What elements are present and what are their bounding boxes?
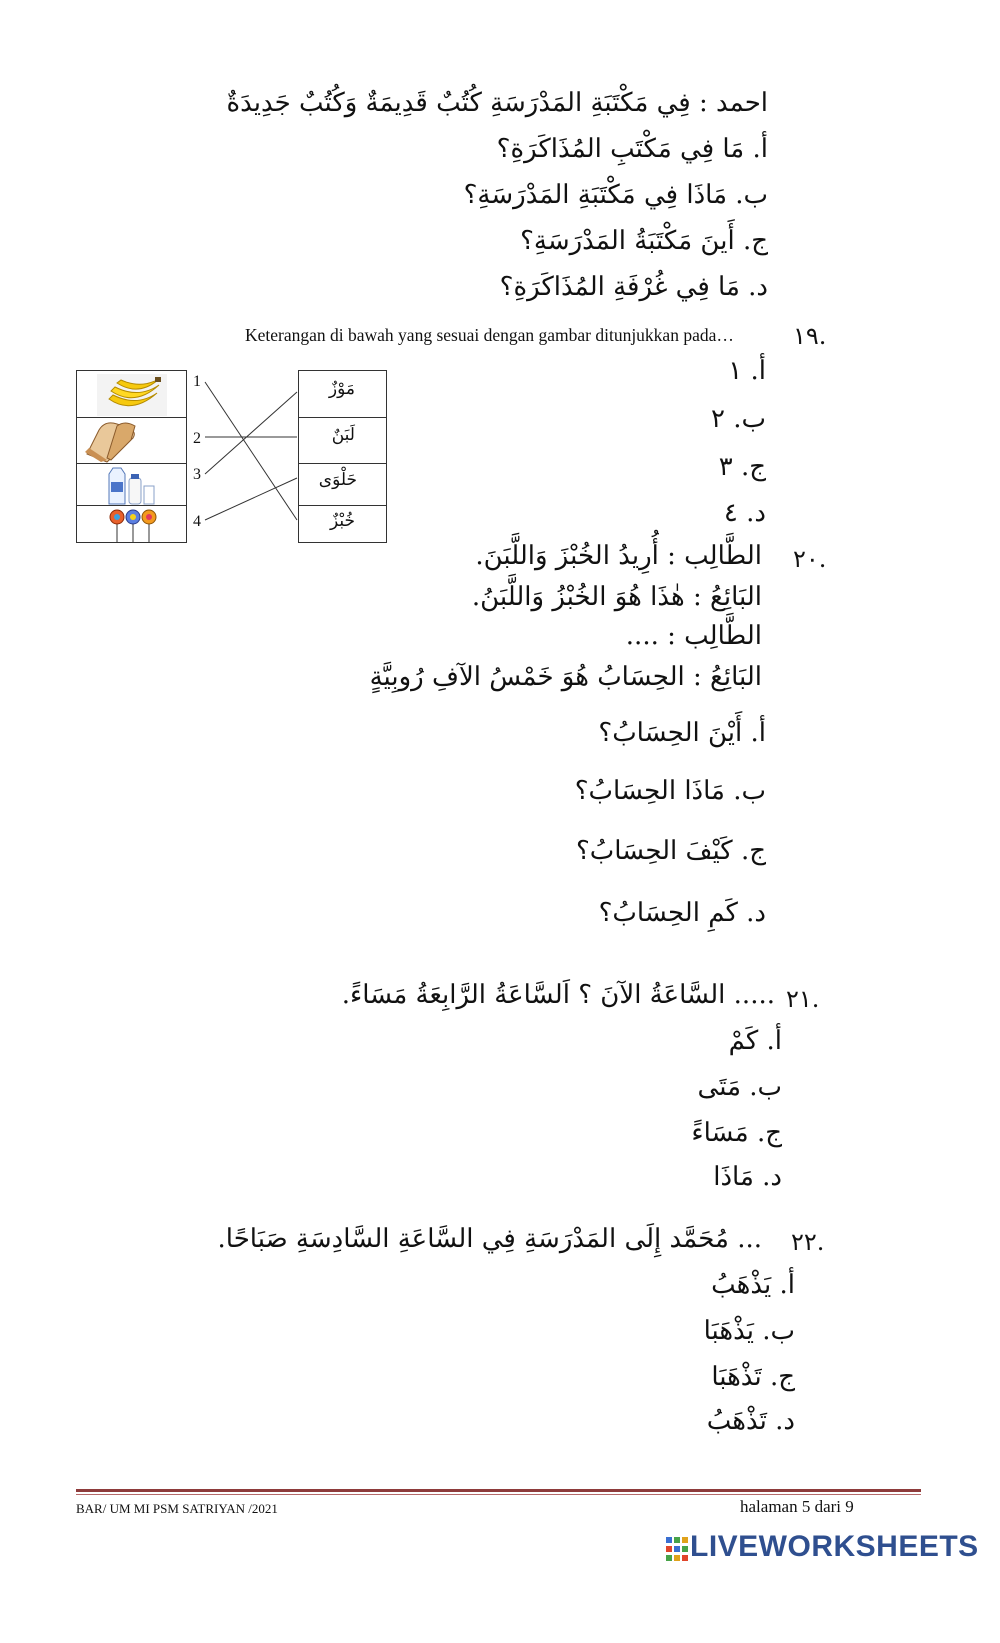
q20-option-a: أ. أَيْنَ الحِسَابُ؟: [598, 718, 766, 748]
q19-option-a: أ. ١: [728, 356, 766, 386]
word-candy: حَلْوَى: [318, 470, 357, 490]
q22-number: .٢٢: [791, 1228, 825, 1256]
q18-option-d: د. مَا فِي غُرْفَةِ المُذَاكَرَةِ؟: [499, 272, 768, 302]
q20-dialogue-1: الطَّالِب : أُرِيدُ الخُبْزَ وَاللَّبَنَ.: [475, 541, 762, 571]
q20-number: .٢٠: [793, 545, 827, 573]
q19-option-b: ب. ٢: [711, 404, 766, 434]
q18-option-a: أ. مَا فِي مَكْتَبِ المُذَاكَرَةِ؟: [496, 134, 768, 164]
q20-option-c: ج. كَيْفَ الحِسَابُ؟: [575, 836, 766, 866]
q18-option-b: ب. مَاذَا فِي مَكْتَبَةِ المَدْرَسَةِ؟: [463, 180, 768, 210]
q20-option-b: ب. مَاذَا الحِسَابُ؟: [574, 776, 766, 806]
row-number-4: 4: [193, 513, 201, 530]
q19-question: Keterangan di bawah yang sesuai dengan gambar ditunjukkan pada…: [245, 325, 734, 345]
q21-number: .٢١: [786, 985, 820, 1013]
footer-right: halaman 5 dari 9: [740, 1497, 854, 1516]
q21-option-b: ب. مَتَى: [697, 1072, 782, 1102]
q20-option-d: د. كَمِ الحِسَابُ؟: [598, 898, 766, 928]
q21-question: ..... السَّاعَةُ الآنَ ؟ اَلسَّاعَةُ الرَّابِعَةُ مَسَاءً.: [341, 980, 775, 1010]
q20-dialogue-4: البَائِعُ : الحِسَابُ هُوَ خَمْسُ الآفِ رُوبِيَّةٍ: [369, 662, 762, 692]
q21-option-a: أ. كَمْ: [728, 1026, 782, 1056]
q18-speaker-line: احمد : فِي مَكْتَبَةِ المَدْرَسَةِ كُتُبٌ قَدِيمَةٌ وَكُتُبٌ جَدِيدَةٌ: [226, 88, 768, 118]
footer-divider-thin: [76, 1494, 921, 1495]
liveworksheets-logo-icon: [666, 1537, 688, 1561]
q22-option-d: د. تَذْهَبُ: [706, 1406, 795, 1436]
q19-option-c: ج. ٣: [718, 452, 766, 482]
q20-dialogue-2: البَائِعُ : هٰذَا هُوَ الخُبْزُ وَاللَّبَنُ.: [471, 582, 762, 612]
q22-option-c: ج. تَذْهَبَا: [711, 1362, 795, 1392]
word-bread: خُبْزٌ: [329, 511, 355, 531]
q19-option-d: د. ٤: [723, 498, 766, 528]
row-number-3: 3: [193, 466, 201, 483]
q22-option-b: ب. يَذْهَبَا: [703, 1316, 795, 1346]
q22-option-a: أ. يَذْهَبُ: [711, 1270, 795, 1300]
q20-dialogue-3: الطَّالِب : ....: [625, 621, 762, 651]
brand-name[interactable]: LIVEWORKSHEETS: [690, 1530, 979, 1563]
row-number-1: 1: [193, 373, 201, 390]
word-milk: لَبَنٌ: [331, 425, 355, 445]
q21-option-d: د. مَاذَا: [713, 1162, 782, 1192]
q19-number: .١٩: [793, 322, 827, 350]
q18-option-c: ج. أَينَ مَكْتَبَةُ المَدْرَسَةِ؟: [520, 226, 768, 256]
connector-lines: [0, 0, 1000, 600]
footer-left: BAR/ UM MI PSM SATRIYAN /2021: [76, 1501, 278, 1516]
row-number-2: 2: [193, 430, 201, 447]
q21-option-c: ج. مَسَاءً: [691, 1118, 782, 1148]
word-banana: مَوْزٌ: [328, 379, 355, 399]
footer-divider: [76, 1489, 921, 1492]
q22-question: ... مُحَمَّد إِلَى المَدْرَسَةِ فِي السَّاعَةِ السَّادِسَةِ صَبَاحًا.: [217, 1224, 762, 1254]
